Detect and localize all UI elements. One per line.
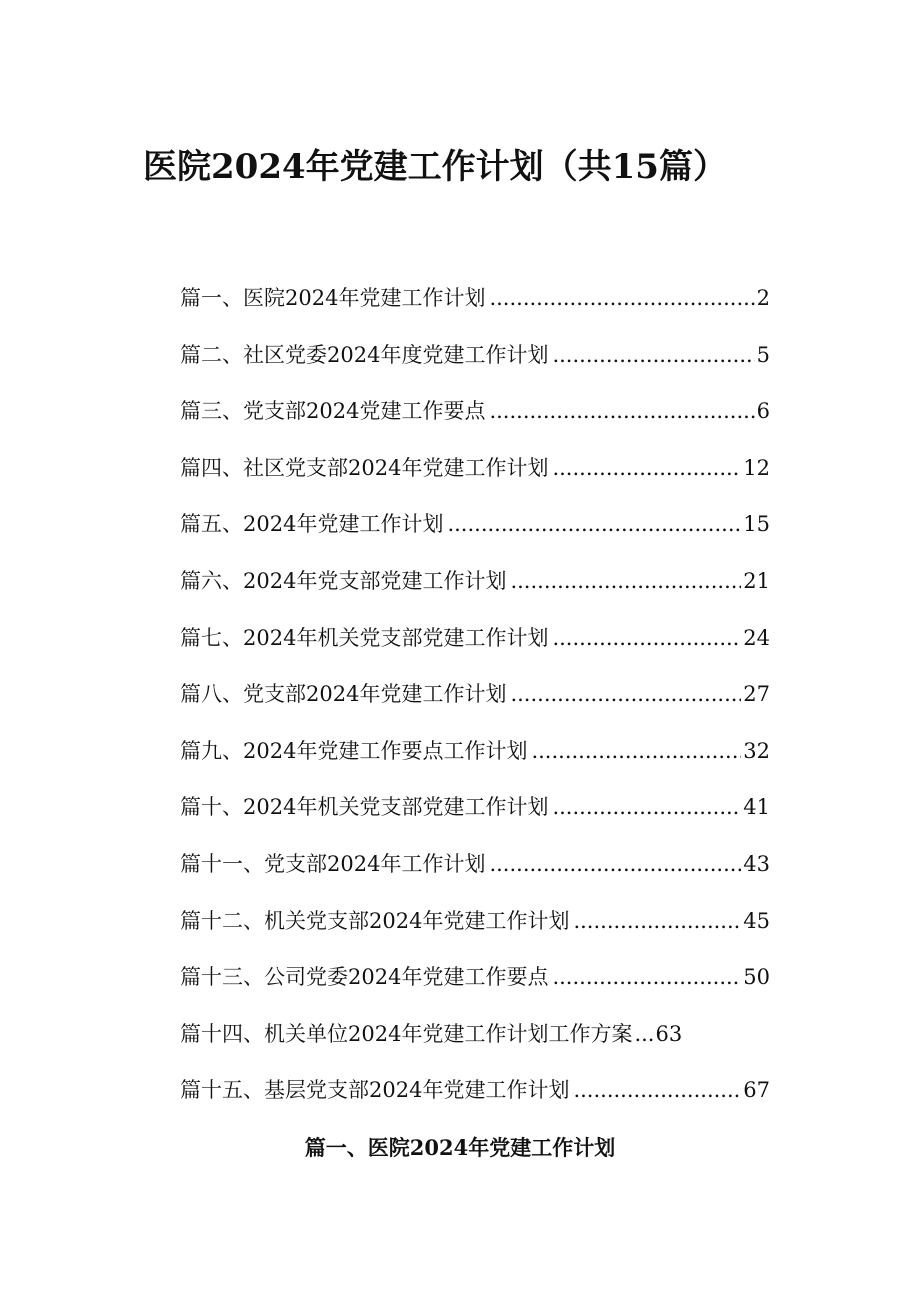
toc-page-number: 24 <box>743 625 770 650</box>
toc-entry-label: 篇四、社区党支部2024年党建工作计划 <box>180 455 549 480</box>
toc-entry[interactable] <box>180 733 770 790</box>
toc-page-number: 41 <box>743 795 770 820</box>
toc-entry-label: 篇十二、机关党支部2024年党建工作计划 <box>180 908 570 933</box>
toc-entry[interactable] <box>180 620 770 677</box>
toc-entry[interactable] <box>180 1016 770 1073</box>
toc-dot-leader <box>489 846 741 882</box>
toc-page-number: 15 <box>743 512 770 537</box>
toc-page-number: 27 <box>743 682 770 707</box>
toc-dot-leader <box>573 903 741 939</box>
toc-dot-leader <box>552 789 741 825</box>
toc-dot-leader <box>552 620 741 656</box>
toc-entry[interactable] <box>180 337 770 394</box>
toc-entry[interactable] <box>180 450 770 507</box>
toc-page-number: 50 <box>743 965 770 990</box>
toc-entry[interactable] <box>180 393 770 450</box>
toc-entry-label: 篇十、2024年机关党支部党建工作计划 <box>180 795 549 820</box>
toc-entry-label: 篇一、医院2024年党建工作计划 <box>180 286 486 310</box>
toc-page-number: 67 <box>743 1078 770 1103</box>
toc-entry[interactable] <box>180 789 770 846</box>
toc-entry[interactable] <box>180 846 770 903</box>
toc-entry-label: 篇三、党支部2024党建工作要点 <box>180 399 486 424</box>
toc-dot-leader <box>552 450 741 486</box>
toc-dot-leader <box>489 393 754 429</box>
toc-entry-label: 篇七、2024年机关党支部党建工作计划 <box>180 625 549 650</box>
toc-dot-leader <box>447 506 741 542</box>
toc-entry-label: 篇八、党支部2024年党建工作计划 <box>180 682 507 707</box>
toc-page-number: 6 <box>756 399 770 424</box>
toc-entry-label: 篇十一、党支部2024年工作计划 <box>180 851 486 876</box>
toc-entry-label: 篇九、2024年党建工作要点工作计划 <box>180 738 528 763</box>
toc-entry[interactable] <box>180 676 770 733</box>
toc-page-number: 32 <box>743 738 770 763</box>
section-heading: 篇一、医院2024年党建工作计划 <box>304 1135 616 1160</box>
toc-entry[interactable] <box>180 280 770 337</box>
document-title: 医院2024年党建工作计划（共15篇） <box>143 147 727 187</box>
toc-entry-label: 篇六、2024年党支部党建工作计划 <box>180 568 507 593</box>
toc-dot-leader <box>552 337 754 373</box>
toc-entry[interactable] <box>180 563 770 620</box>
toc-page-number: 43 <box>743 851 770 876</box>
toc-entry[interactable] <box>180 506 770 563</box>
toc-entry[interactable] <box>180 1072 770 1129</box>
toc-entry-label: 篇十四、机关单位2024年党建工作计划工作方案 <box>180 1021 633 1046</box>
toc-page-number: 12 <box>743 455 770 480</box>
toc-page-number: 21 <box>743 568 770 593</box>
toc-entry-label: 篇十三、公司党委2024年党建工作要点 <box>180 965 549 990</box>
toc-dot-leader <box>510 676 741 712</box>
toc-entry-label: 篇五、2024年党建工作计划 <box>180 512 444 537</box>
toc-page-number: 45 <box>743 908 770 933</box>
toc-dot-leader <box>552 959 741 995</box>
toc-dot-leader <box>489 280 754 316</box>
toc-dot-leader <box>634 1016 654 1052</box>
toc-page-number: 2 <box>756 286 770 310</box>
toc-entry-label: 篇十五、基层党支部2024年党建工作计划 <box>180 1078 570 1103</box>
toc-entry[interactable] <box>180 959 770 1016</box>
toc-dot-leader <box>573 1072 741 1108</box>
toc-dot-leader <box>510 563 741 599</box>
toc-page-number: 5 <box>756 342 770 367</box>
toc-entry-label: 篇二、社区党委2024年度党建工作计划 <box>180 342 549 367</box>
toc-page-number: 63 <box>655 1021 683 1046</box>
toc-entry[interactable] <box>180 903 770 960</box>
toc-dot-leader <box>531 733 741 769</box>
table-of-contents <box>180 280 770 1129</box>
